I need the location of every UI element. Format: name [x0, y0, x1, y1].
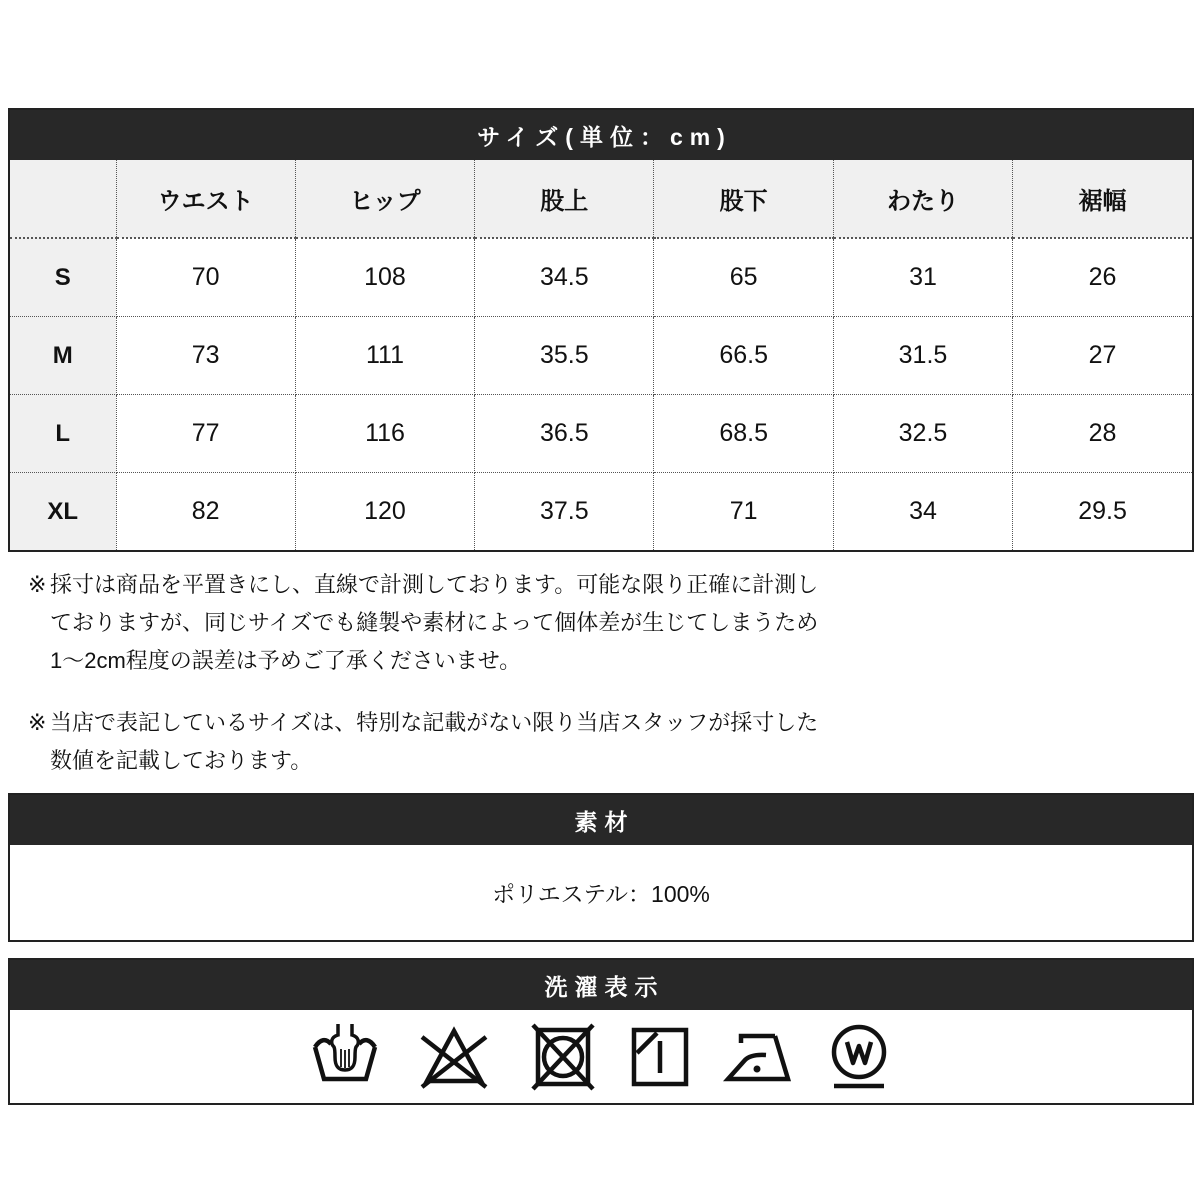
cell-value: 68.5 [654, 395, 833, 473]
size-label: XL [10, 473, 116, 551]
corner-cell [10, 160, 116, 238]
size-label: L [10, 395, 116, 473]
cell-value: 35.5 [475, 317, 654, 395]
size-chart-title-bar [10, 110, 1192, 160]
do-not-tumble-dry-icon [528, 1022, 598, 1092]
cell-value: 31 [833, 238, 1012, 317]
column-header-hem: 裾幅 [1013, 160, 1192, 238]
cell-value: 116 [295, 395, 474, 473]
hand-wash-icon [310, 1022, 380, 1092]
measurement-notes [28, 566, 888, 780]
material-title-bar [10, 795, 1192, 845]
note-staff-measured [28, 704, 888, 780]
cell-value: 29.5 [1013, 473, 1192, 551]
size-table [10, 160, 1192, 550]
laundry-title-bar [10, 960, 1192, 1010]
laundry-section [8, 958, 1194, 1105]
cell-value: 27 [1013, 317, 1192, 395]
cell-value: 111 [295, 317, 474, 395]
column-header-hip: ヒップ [295, 160, 474, 238]
material-title: 素材 [574, 808, 635, 835]
cell-value: 26 [1013, 238, 1192, 317]
column-header-thigh: わたり [833, 160, 1012, 238]
wet-clean-gentle-icon [826, 1022, 892, 1092]
note-text [50, 704, 818, 780]
note-line: 当店で表記しているサイズは、特別な記載がない限り当店スタッフが採寸した [50, 710, 819, 735]
note-line: ておりますが、同じサイズでも縫製や素材によって個体差が生じてしまうため [50, 610, 819, 635]
line-dry-in-shade-icon [628, 1022, 692, 1092]
note-line: 採寸は商品を平置きにし、直線で計測しております。可能な限り正確に計測し [50, 572, 819, 597]
cell-value: 36.5 [475, 395, 654, 473]
iron-low-heat-icon [722, 1022, 796, 1092]
cell-value: 65 [654, 238, 833, 317]
cell-value: 70 [116, 238, 295, 317]
cell-value: 108 [295, 238, 474, 317]
laundry-symbols [10, 1010, 1192, 1103]
cell-value: 28 [1013, 395, 1192, 473]
cell-value: 77 [116, 395, 295, 473]
cell-value: 31.5 [833, 317, 1012, 395]
cell-value: 120 [295, 473, 474, 551]
cell-value: 37.5 [475, 473, 654, 551]
material-body [10, 845, 1192, 940]
table-row [10, 395, 1192, 473]
cell-value: 73 [116, 317, 295, 395]
table-row [10, 238, 1192, 317]
note-marker: ※ [28, 710, 47, 735]
note-measurement-tolerance [28, 566, 888, 680]
material-section [8, 793, 1194, 942]
size-chart-section [8, 108, 1194, 552]
cell-value: 34.5 [475, 238, 654, 317]
table-row [10, 317, 1192, 395]
size-chart-title: サイズ(単位：cm) [477, 123, 732, 150]
material-value: ポリエステル：100% [492, 881, 710, 907]
note-text [50, 566, 818, 680]
cell-value: 32.5 [833, 395, 1012, 473]
column-header-waist: ウエスト [116, 160, 295, 238]
laundry-title: 洗濯表示 [544, 973, 665, 1000]
column-header-inseam: 股下 [654, 160, 833, 238]
cell-value: 82 [116, 473, 295, 551]
note-marker: ※ [28, 572, 47, 597]
size-label: S [10, 238, 116, 317]
size-label: M [10, 317, 116, 395]
table-row [10, 473, 1192, 551]
cell-value: 66.5 [654, 317, 833, 395]
note-line: 1〜2cm程度の誤差は予めご了承くださいませ。 [50, 648, 522, 673]
cell-value: 71 [654, 473, 833, 551]
note-line: 数値を記載しております。 [50, 748, 313, 773]
cell-value: 34 [833, 473, 1012, 551]
do-not-bleach-icon [410, 1022, 498, 1092]
size-table-header-row [10, 160, 1192, 238]
column-header-rise: 股上 [475, 160, 654, 238]
